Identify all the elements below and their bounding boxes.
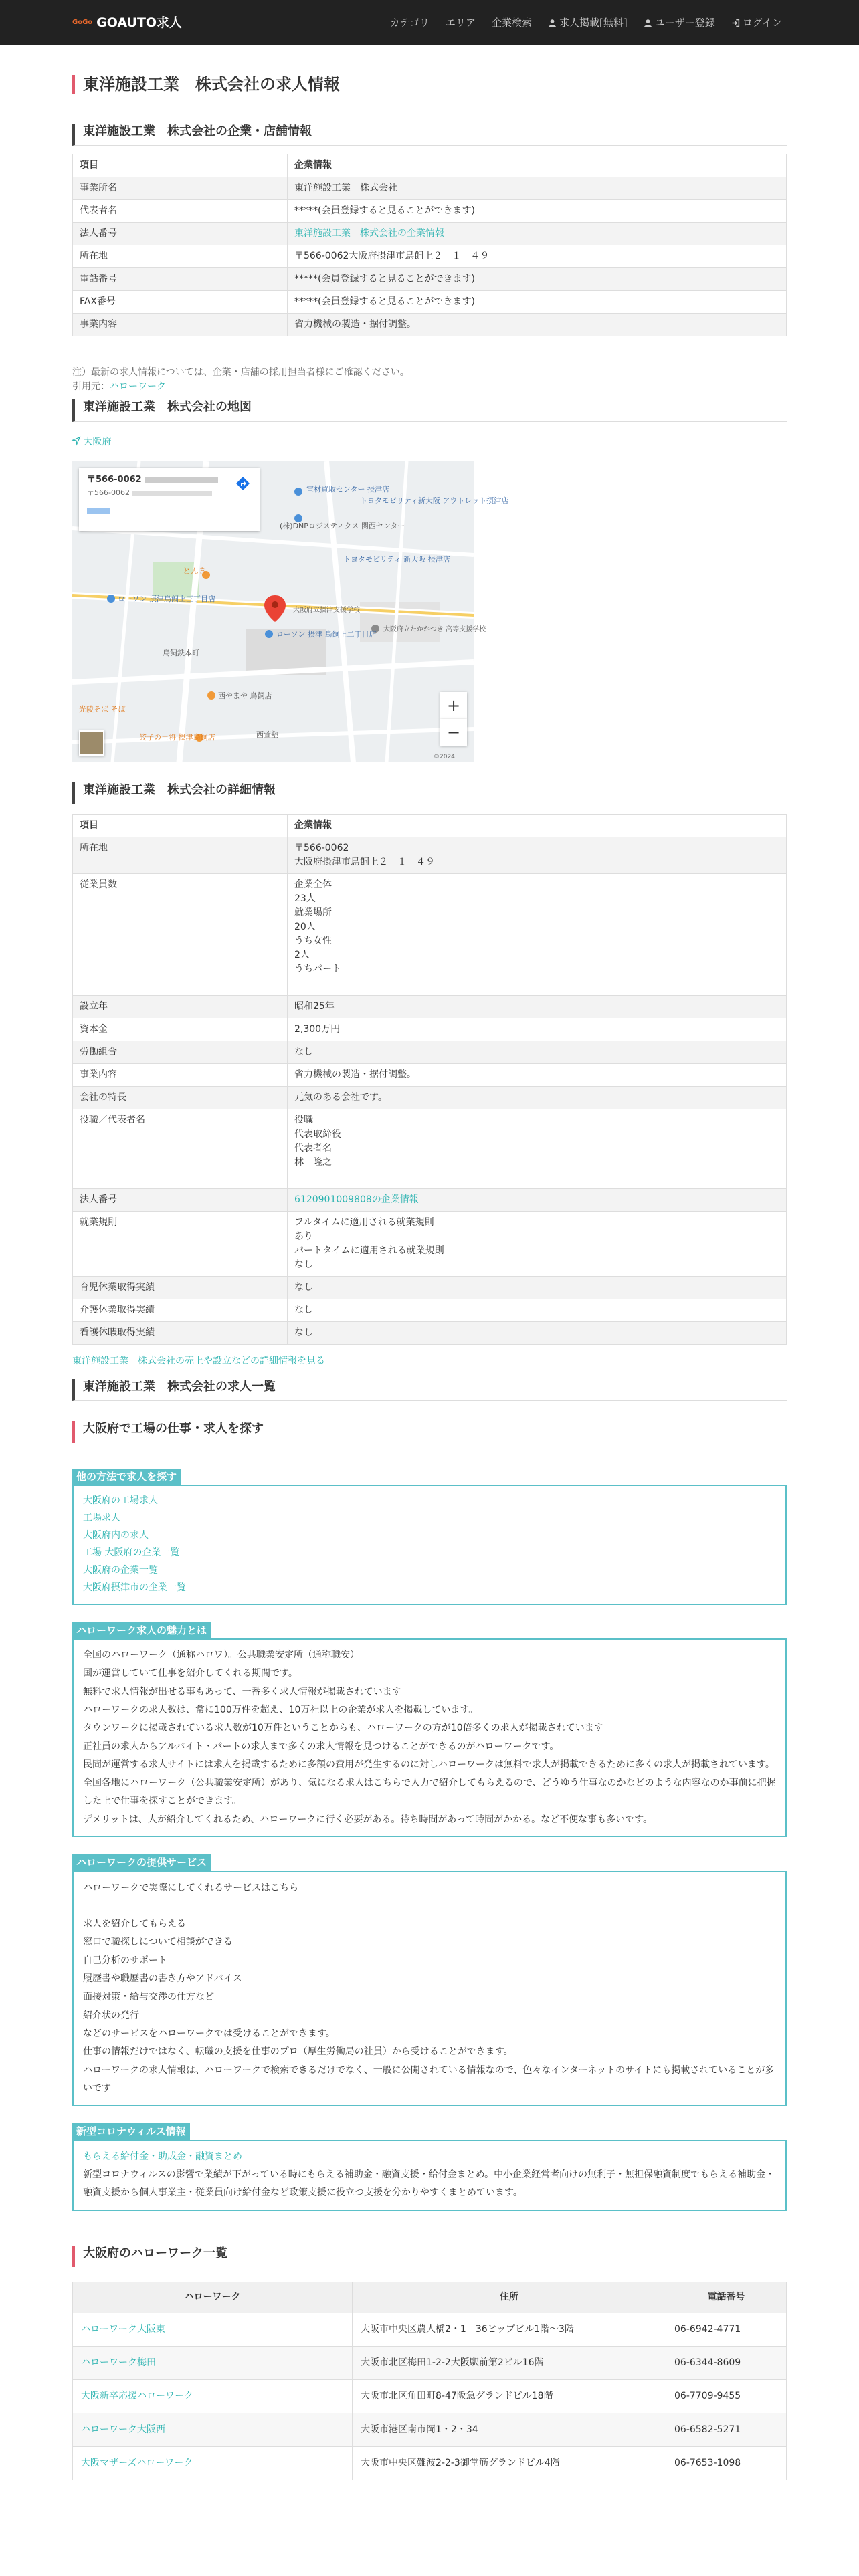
table-row	[73, 1109, 787, 1188]
services-line: 仕事の情報だけではなく、転職の支援を仕事のプロ（厚生労働局の社員）から受けることができます。	[83, 2046, 513, 2058]
services-line: 求人を紹介してもらえる	[83, 1919, 186, 1930]
hellowork-address: 大阪市中央区難波2-2-3御堂筋グランドビル4階	[353, 2446, 666, 2480]
corona-text: 新型コロナウィルスの影響で業績が下がっている時にもらえる補助金・融資支援・給付金まとめ。中小企業経営者向けの無利子・無担保融資制度でもらえる補助金・融資支援から個人事業主・従業員向け給付金など政策支援に役立つ支援を分かりやすくまとめています。	[83, 2169, 775, 2199]
row-key: 労働組合	[73, 1041, 288, 1063]
poi-icon	[107, 595, 115, 603]
row-key: 資本金	[73, 1018, 288, 1041]
table-row	[73, 1188, 787, 1211]
zoom-in-button[interactable]: +	[440, 692, 467, 719]
hellowork-address: 大阪市北区梅田1-2-2大阪駅前第2ビル16階	[353, 2346, 666, 2379]
row-key: 所在地	[73, 245, 288, 268]
nav-area[interactable]: エリア	[445, 16, 476, 29]
row-value-line: 林 隆之	[294, 1156, 332, 1168]
map-label: 電材買取センター 摂津店	[306, 484, 390, 494]
table-header-row	[73, 2282, 787, 2313]
row-value-line: 代表者名	[294, 1142, 332, 1154]
satellite-toggle-button[interactable]	[79, 730, 104, 756]
services-line: 履歴書や職歴書の書き方やアドバイス	[83, 1973, 242, 1985]
other-search-link[interactable]: 大阪府内の求人	[83, 1530, 149, 1541]
services-section	[72, 1854, 787, 2106]
nav-category[interactable]: カテゴリ	[389, 16, 430, 29]
map-label: ローソン 摂津 鳥飼上二丁目店	[276, 629, 377, 639]
hellowork-phone: 06-6942-4771	[666, 2313, 787, 2346]
row-value: 2,300万円	[288, 1018, 787, 1041]
row-value: なし	[288, 1276, 787, 1299]
services-box	[72, 1871, 787, 2107]
brand-mark: GoGo	[72, 19, 93, 26]
nav-post-job-label: 求人掲載[無料]	[559, 16, 628, 29]
row-value-line: 20人	[294, 921, 316, 932]
row-value-line: 企業全体	[294, 879, 332, 890]
jobs-list-title: 東洋施設工業 株式会社の求人一覧	[72, 1379, 787, 1401]
table-row	[73, 1063, 787, 1086]
appeal-line: タウンワークに掲載されている求人数が10万件ということからも、ハローワークの方が10倍多くの求人が掲載されています。	[83, 1723, 612, 1734]
corona-label: 新型コロナウィルス情報	[72, 2123, 190, 2140]
appeal-line: 正社員の求人からアルバイト・パートの求人まで多くの求人情報を見つけることができるのがハローワークです。	[83, 1741, 559, 1752]
nav-register-label: ユーザー登録	[654, 16, 715, 29]
appeal-line: 全国のハローワーク（通称ハロワ）。公共職業安定所（通称職安）	[83, 1650, 359, 1661]
table-row	[73, 995, 787, 1018]
row-value-line: 23人	[294, 893, 316, 904]
row-key: 事業所名	[73, 177, 288, 200]
other-search-section	[72, 1469, 787, 1605]
hellowork-phone: 06-7709-9455	[666, 2379, 787, 2413]
map-copyright: ©2024	[434, 753, 455, 760]
table-row	[73, 1041, 787, 1063]
row-value-line: あり	[294, 1230, 313, 1242]
table-row	[73, 314, 787, 336]
directions-icon[interactable]	[235, 476, 250, 491]
source-prefix: 引用元：	[72, 381, 110, 393]
row-key: 法人番号	[73, 223, 288, 245]
table-row	[73, 1321, 787, 1344]
hellowork-phone: 06-6582-5271	[666, 2413, 787, 2446]
nav-login[interactable]	[731, 15, 782, 31]
table-row	[73, 223, 787, 245]
table-header: ハローワーク	[73, 2282, 353, 2313]
table-row	[73, 1211, 787, 1276]
row-key: 役職／代表者名	[73, 1109, 288, 1188]
other-search-box	[72, 1485, 787, 1604]
hellowork-link[interactable]: ハローワーク大阪西	[81, 2424, 165, 2435]
row-value-line: なし	[294, 1259, 313, 1270]
table-row	[73, 1299, 787, 1321]
table-row	[73, 2413, 787, 2446]
map-label: 餃子の王将 摂津鳥飼店	[139, 732, 215, 742]
table-row	[73, 177, 787, 200]
hellowork-phone: 06-6344-8609	[666, 2346, 787, 2379]
brand-name: GOAUTO求人	[96, 15, 183, 30]
row-value: 昭和25年	[288, 995, 787, 1018]
poi-icon	[294, 488, 302, 496]
table-header: 項目	[73, 154, 288, 177]
corporate-number-link[interactable]: 6120901009808の企業情報	[294, 1194, 419, 1205]
services-line: 自己分析のサポート	[83, 1955, 167, 1966]
map-title: 東洋施設工業 株式会社の地図	[72, 399, 787, 421]
row-key: 所在地	[73, 837, 288, 873]
poi-icon	[207, 691, 215, 700]
corona-box	[72, 2140, 787, 2211]
table-row	[73, 245, 787, 268]
corporate-number-link[interactable]: 東洋施設工業 株式会社の企業情報	[294, 228, 444, 239]
map-label: トヨタモビリティ 新大阪 摂津店	[343, 554, 450, 564]
row-key: 代表者名	[73, 200, 288, 223]
services-line: ハローワークの求人情報は、ハローワークで検索できるだけでなく、一般に公開されている情報なので、色々なインターネットのサイトにも掲載されていることが多いです	[83, 2064, 775, 2094]
row-value	[288, 837, 787, 873]
row-value-line: パートタイムに適用される就業規則	[294, 1245, 444, 1256]
hellowork-link[interactable]: 大阪マザーズハローワーク	[81, 2457, 193, 2468]
hellowork-address: 大阪市北区角田町8-47阪急グランドビル18階	[353, 2379, 666, 2413]
map-larger-link[interactable]	[87, 508, 110, 514]
row-key: FAX番号	[73, 291, 288, 314]
table-header: 企業情報	[288, 814, 787, 837]
pref-link[interactable]: 大阪府	[83, 436, 112, 447]
services-label: ハローワークの提供サービス	[72, 1854, 211, 1871]
table-header: 住所	[353, 2282, 666, 2313]
map-label: (株)DNPロジスティクス 関西センター	[280, 521, 405, 530]
table-row	[73, 2346, 787, 2379]
row-value: 〒566-0062大阪府摂津市鳥飼上２－１－４９	[288, 245, 787, 268]
corona-link[interactable]: もらえる給付金・助成金・融資まとめ	[83, 2151, 242, 2162]
row-value-line: 大阪府摂津市鳥飼上２－１－４９	[294, 856, 435, 867]
row-key: 従業員数	[73, 873, 288, 995]
table-header-row	[73, 154, 787, 177]
row-value	[288, 1211, 787, 1276]
row-key: 設立年	[73, 995, 288, 1018]
nav-register[interactable]	[644, 15, 715, 31]
row-value-line: 就業場所	[294, 907, 332, 918]
nav-links	[390, 15, 782, 31]
services-line: 面接対策・給与交渉の仕方など	[83, 1992, 214, 2003]
other-search-link[interactable]: 工場求人	[83, 1513, 120, 1524]
appeal-line: ハローワークの求人数は、常に100万件を超え、10万社以上の企業が求人を掲載しています。	[83, 1704, 478, 1715]
main-content	[72, 75, 787, 2480]
table-row	[73, 1018, 787, 1041]
appeal-line: 無料で求人情報が出せる事もあって、一番多く求人情報が掲載されています。	[83, 1686, 410, 1697]
map-card-address: 〒566-0062	[87, 488, 130, 498]
table-header: 項目	[73, 814, 288, 837]
other-search-link[interactable]: 大阪府の工場求人	[83, 1495, 158, 1507]
map-label: ローソン 摂津鳥飼上三丁目店	[118, 594, 216, 603]
map-label: 光陵そば そば	[79, 704, 126, 714]
other-search-link[interactable]: 工場 大阪府の企業一覧	[83, 1547, 180, 1558]
hellowork-phone: 06-7653-1098	[666, 2446, 787, 2480]
row-value-line: 役職	[294, 1114, 313, 1125]
hellowork-address: 大阪市港区南市岡1・2・34	[353, 2413, 666, 2446]
hellowork-link[interactable]: 大阪新卒応援ハローワーク	[81, 2390, 193, 2401]
zoom-out-button[interactable]: −	[440, 719, 467, 746]
table-header: 企業情報	[288, 154, 787, 177]
appeal-line: 民間が運営する求人サイトには求人を掲載するために多額の費用が発生するのに対しハローワークは無料で求人が掲載できるために多くの求人が掲載されています。	[83, 1759, 775, 1770]
row-value-line: うちパート	[294, 963, 341, 974]
nav-post-job[interactable]	[548, 15, 628, 31]
company-info-title: 東洋施設工業 株式会社の企業・店舗情報	[72, 124, 787, 146]
row-key: 看護休暇取得実績	[73, 1321, 288, 1344]
row-value: 省力機械の製造・据付調整。	[288, 314, 787, 336]
services-line	[83, 1897, 776, 1915]
row-key: 事業内容	[73, 314, 288, 336]
nav-company-search[interactable]: 企業検索	[491, 16, 532, 29]
appeal-label: ハローワーク求人の魅力とは	[72, 1622, 211, 1639]
row-value: 東洋施設工業 株式会社	[288, 177, 787, 200]
table-row	[73, 268, 787, 291]
table-header-row	[73, 814, 787, 837]
row-key: 法人番号	[73, 1188, 288, 1211]
row-value: 省力機械の製造・据付調整。	[288, 1063, 787, 1086]
row-key: 電話番号	[73, 268, 288, 291]
table-row	[73, 291, 787, 314]
services-line: ハローワークで実際にしてくれるサービスはこちら	[83, 1882, 298, 1893]
appeal-line: デメリットは、人が紹介してくれるため、ハローワークに行く必要がある。待ち時間があって時間がかかる。など不便な事も多いです。	[83, 1814, 653, 1825]
row-value-line: 2人	[294, 949, 310, 960]
nav-login-label: ログイン	[742, 16, 782, 29]
row-value: *****(会員登録すると見ることができます)	[288, 291, 787, 314]
user-icon	[644, 19, 652, 27]
table-row	[73, 2313, 787, 2346]
table-row	[73, 1086, 787, 1109]
row-value	[288, 1109, 787, 1188]
source-line	[72, 380, 787, 394]
row-value: なし	[288, 1299, 787, 1321]
services-line: などのサービスをハローワークでは受けることができます。	[83, 2028, 335, 2039]
login-icon	[731, 19, 740, 27]
row-value-line: 〒566-0062	[294, 842, 349, 853]
brand-logo[interactable]	[72, 13, 182, 33]
hellowork-list-title: 大阪府のハローワーク一覧	[72, 2246, 787, 2267]
row-key: 就業規則	[73, 1211, 288, 1276]
detail-title: 東洋施設工業 株式会社の詳細情報	[72, 782, 787, 804]
corona-section	[72, 2123, 787, 2210]
hellowork-link[interactable]: ハローワーク梅田	[81, 2357, 156, 2368]
row-key: 介護休業取得実績	[73, 1299, 288, 1321]
navbar	[0, 0, 859, 45]
row-value-line: うち女性	[294, 935, 332, 946]
poi-icon	[265, 630, 273, 638]
row-value: なし	[288, 1321, 787, 1344]
map-label: トヨタモビリティ新大阪 アウトレット摂津店	[360, 496, 509, 505]
row-value: *****(会員登録すると見ることができます)	[288, 200, 787, 223]
table-row	[73, 2446, 787, 2480]
google-map[interactable]	[72, 461, 509, 762]
appeal-line: 全国各地にハローワーク（公共職業安定所）があり、気になる求人はこちらで人力で紹介してもらえるので、どうゆう仕事なのかなどのような内容なのか事前に把握した上で仕事を探すことができます。	[83, 1778, 776, 1807]
location-arrow-icon	[72, 437, 80, 445]
notice-text: 注）最新の求人情報については、企業・店舗の採用担当者様にご確認ください。	[72, 367, 409, 379]
row-key: 事業内容	[73, 1063, 288, 1086]
row-value: 元気のある会社です。	[288, 1086, 787, 1109]
services-line: 窓口で職探しについて相談ができる	[83, 1937, 233, 1948]
hellowork-link[interactable]: ハローワーク大阪東	[81, 2323, 165, 2335]
map-card-zip: 〒566-0062	[87, 474, 142, 485]
detail-table	[72, 814, 787, 1345]
other-search-label: 他の方法で求人を探す	[72, 1469, 181, 1485]
map-label: とんき	[183, 566, 207, 576]
services-line: 紹介状の発行	[83, 2010, 139, 2021]
hellowork-address: 大阪市中央区農人橋2・1 36ピップビル1階～3階	[353, 2313, 666, 2346]
map-label: 鳥飼鉄本町	[163, 648, 199, 657]
hellowork-table	[72, 2282, 787, 2480]
source-link[interactable]: ハローワーク	[110, 381, 166, 393]
appeal-box	[72, 1638, 787, 1837]
row-value	[288, 873, 787, 995]
table-row	[73, 837, 787, 873]
row-value: なし	[288, 1041, 787, 1063]
row-value-line: フルタイムに適用される就業規則	[294, 1216, 434, 1228]
appeal-section	[72, 1622, 787, 1837]
map-label: 大阪府立摂津支援学校	[293, 606, 360, 614]
page-title: 東洋施設工業 株式会社の求人情報	[72, 75, 787, 94]
other-search-link[interactable]: 大阪府摂津市の企業一覧	[83, 1582, 186, 1593]
user-icon	[548, 19, 557, 27]
map-info-card	[79, 468, 260, 531]
table-row	[73, 200, 787, 223]
map-label: 大阪府立たかかつき 高等支援学校	[383, 625, 486, 633]
table-row	[73, 1276, 787, 1299]
row-value: *****(会員登録すると見ることができます)	[288, 268, 787, 291]
search-title: 大阪府で工場の仕事・求人を探す	[72, 1421, 787, 1442]
row-key: 育児休業取得実績	[73, 1276, 288, 1299]
table-header: 電話番号	[666, 2282, 787, 2313]
map-pref-line	[72, 435, 787, 449]
detail-more-link[interactable]: 東洋施設工業 株式会社の売上や設立などの詳細情報を見る	[72, 1355, 325, 1366]
other-search-link[interactable]: 大阪府の企業一覧	[83, 1564, 158, 1576]
table-row	[73, 2379, 787, 2413]
map-label: 西萱塾	[256, 730, 278, 739]
map-label: 西やまや 鳥飼店	[218, 691, 272, 700]
appeal-line: 国が運営していて仕事を紹介してくれる期間です。	[83, 1668, 298, 1679]
table-row	[73, 873, 787, 995]
row-key: 会社の特長	[73, 1086, 288, 1109]
company-info-table	[72, 154, 787, 336]
row-value-line: 代表取締役	[294, 1128, 341, 1140]
